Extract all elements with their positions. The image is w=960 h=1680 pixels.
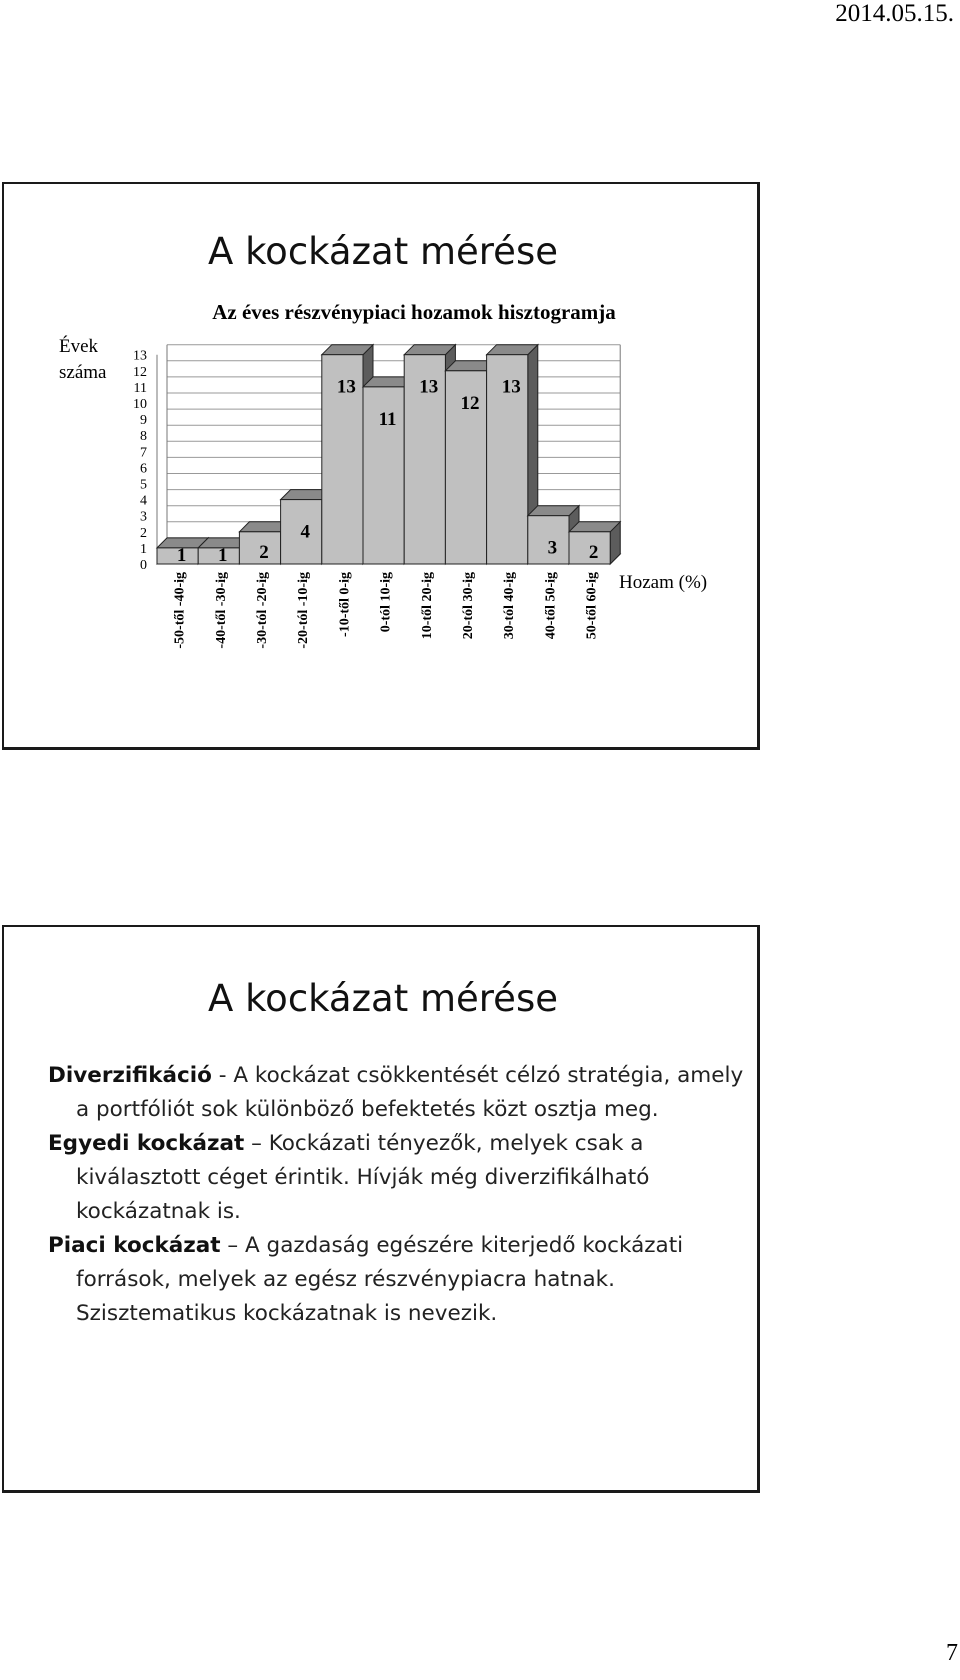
x-tick-label: -30-tól -20-ig — [255, 572, 270, 649]
definition-paragraph — [48, 1127, 748, 1229]
y-tick-label: 11 — [133, 380, 147, 396]
y-tick-label: 10 — [133, 397, 147, 412]
bar-data-label: 11 — [378, 408, 397, 430]
y-tick-label: 13 — [133, 348, 147, 364]
bar-data-label: 13 — [336, 376, 356, 398]
slide-title: A kockázat mérése — [208, 230, 558, 273]
slide-definitions — [2, 925, 760, 1493]
x-tick-label: 40-től 50-ig — [543, 572, 559, 640]
slide-histogram — [2, 182, 760, 750]
bar-data-label: 1 — [176, 545, 187, 566]
chart-title: Az éves részvénypiaci hozamok hisztogramja — [212, 300, 616, 324]
y-tick-label: 7 — [140, 445, 147, 461]
x-tick-label: 30-tól 40-ig — [502, 572, 518, 640]
x-tick-label: 0-tól 10-ig — [378, 572, 394, 633]
definition-paragraph — [48, 1059, 748, 1127]
x-tick-label: -20-tól -10-ig — [296, 572, 312, 649]
x-tick-label: 10-től 20-ig — [419, 572, 435, 640]
bar-data-label: 3 — [547, 537, 558, 559]
definition-separator: – — [244, 1131, 269, 1156]
bar-data-label: 13 — [419, 376, 439, 398]
definition-text: A kockázat csökkentését célzó stratégia, amely a portfóliót sok különböző befektetés közt osztja meg. — [76, 1063, 744, 1122]
slide-title: A kockázat mérése — [208, 977, 558, 1020]
y-tick-label: 4 — [140, 493, 147, 509]
y-tick-label: 5 — [140, 477, 147, 493]
y-tick-label: 1 — [140, 541, 147, 557]
y-tick-label: 2 — [140, 525, 147, 541]
bar-data-label: 1 — [218, 545, 228, 566]
definitions-body — [48, 1059, 748, 1331]
definition-term: Egyedi kockázat — [48, 1131, 245, 1156]
bar-data-label: 12 — [460, 392, 480, 414]
bar-data-label: 13 — [501, 376, 521, 398]
x-axis-label: Hozam (%) — [619, 572, 708, 593]
y-axis-label-line: száma — [59, 362, 107, 383]
page-date: 2014.05.15. — [835, 0, 954, 27]
page-number: 7 — [946, 1640, 958, 1666]
bar-data-label: 2 — [259, 542, 269, 563]
y-tick-label: 0 — [140, 558, 147, 573]
y-tick-label: 9 — [140, 413, 147, 429]
definition-text: A gazdaság egészére kiterjedő kockázati források, melyek az egész részvénypiacra hatnak. Szisztematikus kockázatnak is nevezik. — [76, 1233, 684, 1326]
definition-term: Diverzifikáció — [48, 1063, 212, 1088]
x-tick-label: -10-től 0-ig — [337, 572, 353, 637]
x-tick-label: 20-tól 30-ig — [461, 572, 476, 640]
definition-separator: – — [220, 1233, 245, 1258]
y-tick-label: 12 — [133, 364, 147, 380]
y-tick-label: 8 — [140, 429, 147, 445]
y-tick-label: 6 — [140, 461, 147, 477]
y-tick-label: 3 — [140, 509, 147, 525]
x-tick-label: -50-től -40-ig — [172, 572, 188, 649]
definition-text: Kockázati tényezők, melyek csak a kiválasztott céget érintik. Hívják még diverzifikálható kockázatnak is. — [76, 1131, 650, 1224]
histogram-chart — [4, 184, 759, 749]
definition-paragraph — [48, 1229, 748, 1331]
definition-separator: - — [211, 1063, 234, 1088]
y-axis-label-line: Évek — [59, 336, 99, 357]
definition-term: Piaci kockázat — [48, 1233, 221, 1258]
bar-data-label: 4 — [300, 521, 310, 543]
x-tick-label: -40-től -30-ig — [213, 572, 229, 649]
bar-data-label: 2 — [588, 542, 599, 563]
x-tick-label: 50-től 60-ig — [584, 572, 600, 640]
